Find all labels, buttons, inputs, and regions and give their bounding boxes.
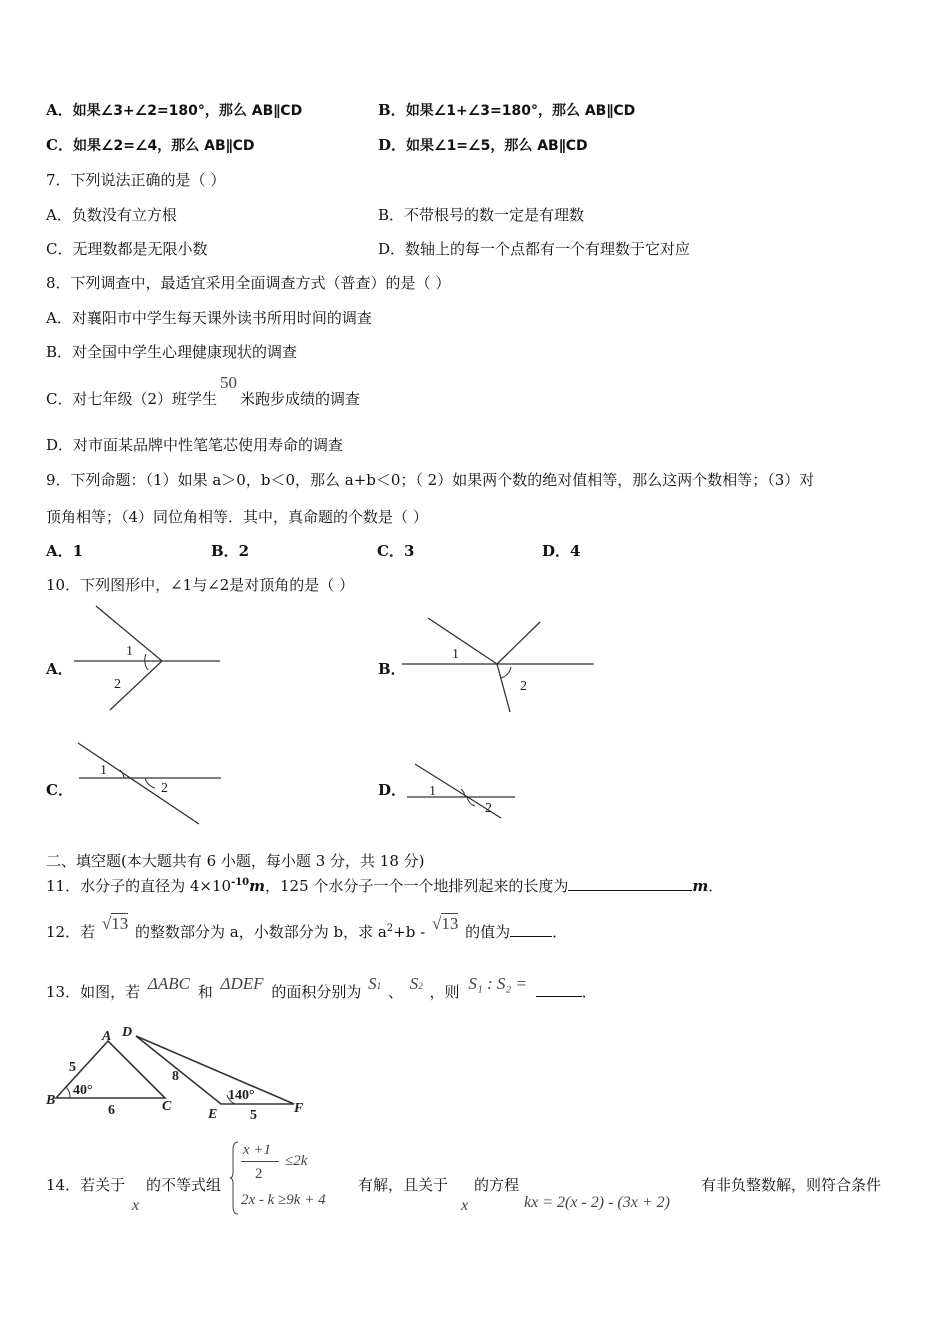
fig-label-c: C — [162, 1099, 172, 1114]
q10-option-a-label: A． — [46, 660, 73, 678]
q12-sqrt-13: √13 — [101, 914, 129, 933]
q14-ineq2: 2x - k ≥9k + 4 — [241, 1192, 326, 1208]
q14-ineq1-rhs: ≤2k — [285, 1153, 308, 1169]
q10-c-angle-1: 1 — [100, 763, 107, 778]
q10-figure-c — [75, 738, 225, 833]
q9-option-c: C．3 — [377, 542, 415, 560]
q10-d-angle-2: 2 — [485, 801, 492, 816]
q8-option-a: A．对襄阳市中学生每天课外读书所用时间的调查 — [46, 309, 372, 327]
q9-stem-line1: 9．下列命题：（1）如果 a＞0，b＜0，那么 a+b＜0；（ 2）如果两个数的绝对值相等，那么这两个数相等；（3）对 — [46, 471, 815, 489]
q9-option-b: B．2 — [211, 542, 250, 560]
q14-mid1: 的不等式组 — [146, 1176, 222, 1194]
q7-option-b: B．不带根号的数一定是有理数 — [378, 206, 585, 224]
q7-option-d: D．数轴上的每一个点都有一个有理数于它对应 — [378, 240, 691, 258]
q9-option-d: D．4 — [542, 542, 581, 560]
q10-figure-b — [400, 612, 600, 717]
q10-c-angle-2: 2 — [161, 781, 168, 796]
q10-figure-d — [405, 758, 520, 823]
fig-angle-b: 40° — [73, 1083, 93, 1098]
q10-option-b-label: B． — [378, 660, 406, 678]
q7-option-a: A．负数没有立方根 — [46, 206, 177, 224]
q10-d-angle-1: 1 — [429, 784, 436, 799]
q8-number-50: 50 — [220, 373, 238, 392]
q10-stem: 10．下列图形中，∠1与∠2是对顶角的是（ ） — [46, 576, 355, 594]
fig-angle-e: 140° — [228, 1088, 255, 1103]
q10-b-angle-2: 2 — [520, 679, 527, 694]
q8-option-b: B．对全国中学生心理健康现状的调查 — [46, 343, 298, 361]
q10-b-angle-1: 1 — [452, 647, 459, 662]
fig-side-ab: 5 — [69, 1060, 76, 1075]
q13-figure-triangles — [44, 1022, 314, 1122]
q6-option-c: C．如果∠2=∠4，那么 AB∥CD — [46, 136, 255, 154]
q12-text: 12．若 √13 的整数部分为 a，小数部分为 b，求 $a^2+b - √13$ 的值为 ． — [46, 914, 568, 941]
q11-answer-blank — [568, 876, 692, 891]
q8-option-d: D．对市面某品牌中性笔笔芯使用寿命的调查 — [46, 436, 344, 454]
q6-option-d: D．如果∠1=∠5，那么 AB∥CD — [378, 136, 588, 154]
fig-label-e: E — [208, 1107, 218, 1122]
q11-text: 11．水分子的直径为 $4\times 10^{-10}m$，125 个水分子一个一个地排列起来的长度为 m． — [46, 877, 724, 895]
fig-side-bc: 6 — [108, 1103, 115, 1118]
q6-option-b: B．如果∠1+∠3=180°，那么 AB∥CD — [378, 101, 636, 119]
q10-option-d-label: D． — [378, 781, 407, 799]
q14-equation: kx = 2(x - 2) - (3x + 2) — [524, 1194, 670, 1211]
q10-a-angle-1: 1 — [126, 644, 133, 659]
q7-stem: 7．下列说法正确的是（ ） — [46, 171, 226, 189]
q9-stem-line2: 顶角相等；（4）同位角相等．其中，真命题的个数是（ ） — [46, 508, 428, 526]
q14-mid3: 的方程 — [474, 1176, 520, 1194]
q14-var-x: x — [132, 1197, 140, 1214]
q6-option-a: A．如果∠3+∠2=180°，那么 AB∥CD — [46, 101, 303, 119]
q8-stem: 8．下列调查中，最适宜采用全面调查方式（普查）的是（ ） — [46, 274, 451, 292]
q14-fraction-bar — [241, 1161, 279, 1162]
q12-answer-blank — [510, 922, 552, 937]
fig-label-f: F — [294, 1101, 304, 1116]
fig-label-a: A — [102, 1029, 112, 1044]
q14-ineq1-numerator: x +1 — [243, 1142, 272, 1158]
q13-answer-blank — [536, 982, 582, 997]
q9-option-a: A．1 — [46, 542, 84, 560]
q14-brace — [230, 1140, 240, 1216]
q14-mid2: 有解，且关于 — [358, 1176, 449, 1194]
fig-label-b: B — [46, 1093, 56, 1108]
q10-figure-a — [70, 600, 230, 715]
q10-option-c-label: C． — [46, 781, 73, 799]
section-2-title: 二、填空题(本大题共有 6 小题，每小题 3 分，共 18 分) — [46, 852, 425, 870]
q14-var-x2: x — [461, 1197, 469, 1214]
q14-lead: 14．若关于 — [46, 1176, 126, 1194]
q13-text: 13．如图，若 ΔABC 和 ΔDEF 的面积分别为 S1 、 S2 ，则 S₁ : S₂ = ． — [46, 974, 597, 1001]
q10-a-angle-2: 2 — [114, 677, 121, 692]
q14-ineq1-denominator: 2 — [255, 1166, 263, 1182]
q12-sqrt-13-second: √13 — [431, 914, 459, 933]
fig-side-ef: 5 — [250, 1108, 257, 1123]
q7-option-c: C．无理数都是无限小数 — [46, 240, 208, 258]
fig-label-d: D — [122, 1025, 133, 1040]
q14-post: 有非负整数解，则符合条件 — [701, 1176, 882, 1194]
q8-option-c: C．对七年级（2）班学生50米跑步成绩的调查 — [46, 373, 361, 408]
fig-side-de: 8 — [172, 1069, 179, 1084]
